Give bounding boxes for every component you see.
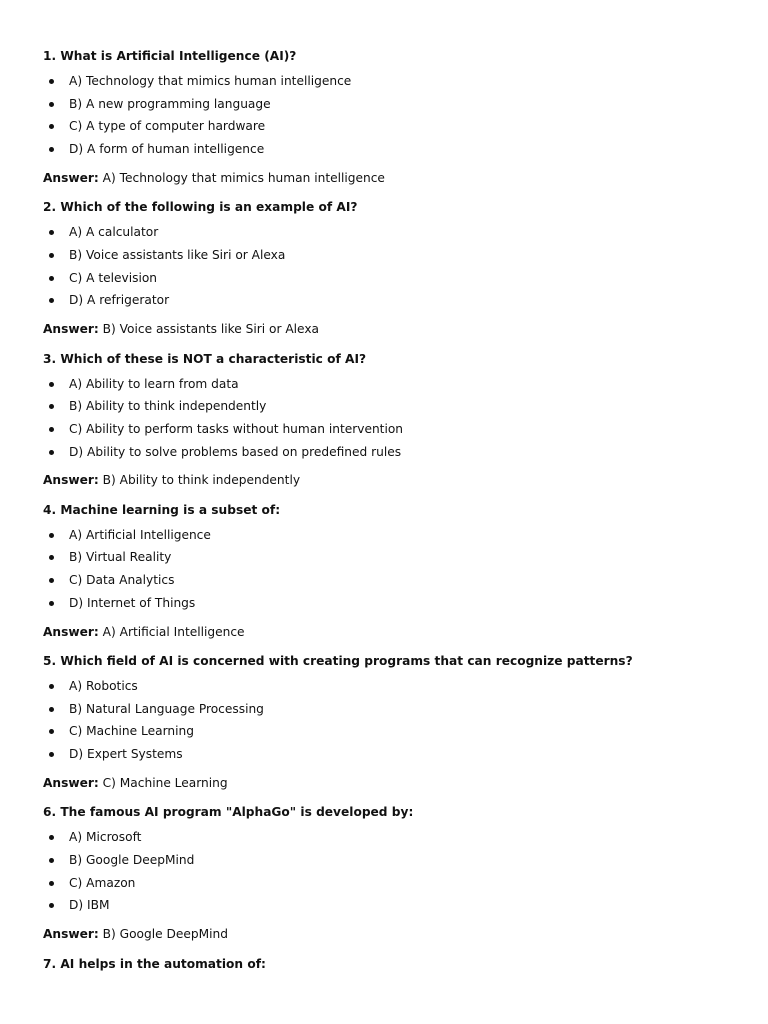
bullet-icon — [49, 533, 54, 538]
bullet-icon — [49, 578, 54, 583]
bullet-icon — [49, 903, 54, 908]
answer-label: Answer: — [43, 624, 99, 639]
option-text: A) A calculator — [69, 225, 159, 240]
list-item — [43, 849, 743, 872]
answer-label: Answer: — [43, 927, 99, 941]
option-text: A) Ability to learn from data — [69, 376, 239, 391]
option-text: D) IBM — [69, 898, 110, 913]
option-text: C) Ability to perform tasks without human intervention — [69, 421, 404, 436]
bullet-icon — [49, 835, 54, 840]
option-text: B) Google DeepMind — [69, 852, 195, 867]
list-item — [43, 441, 743, 464]
list-item — [43, 872, 743, 895]
option-list — [43, 373, 743, 464]
option-list — [43, 524, 743, 615]
bullet-icon — [49, 555, 54, 560]
question-6 — [43, 803, 743, 944]
option-text: A) Artificial Intelligence — [69, 527, 211, 542]
option-text: D) Ability to solve problems based on predefined rules — [69, 444, 402, 459]
option-text: B) Natural Language Processing — [69, 701, 264, 716]
option-text: C) Amazon — [69, 875, 136, 890]
question-3 — [43, 350, 743, 491]
bullet-icon — [49, 881, 54, 886]
answer-line — [43, 623, 743, 642]
list-item — [43, 826, 743, 849]
question-title: 3. Which of these is NOT a characteristic of AI? — [43, 351, 367, 366]
option-text: A) Microsoft — [69, 830, 142, 845]
list-item — [43, 221, 743, 244]
question-title: 2. Which of the following is an example of AI? — [43, 200, 358, 215]
question-7 — [43, 955, 743, 974]
bullet-icon — [49, 427, 54, 432]
answer-text: B) Ability to think independently — [102, 473, 301, 488]
option-text: B) Ability to think independently — [69, 399, 267, 414]
question-title: 5. Which field of AI is concerned with creating programs that can recognize patterns? — [43, 654, 633, 668]
answer-label: Answer: — [43, 170, 99, 185]
option-text: D) A form of human intelligence — [69, 142, 265, 157]
option-list — [43, 221, 743, 312]
option-text: C) Data Analytics — [69, 573, 175, 588]
bullet-icon — [49, 729, 54, 734]
list-item — [43, 244, 743, 267]
answer-line — [43, 320, 743, 339]
list-item — [43, 592, 743, 615]
option-text: D) A refrigerator — [69, 293, 170, 308]
list-item — [43, 418, 743, 441]
bullet-icon — [49, 601, 54, 606]
answer-line — [43, 169, 743, 188]
answer-line — [43, 925, 743, 944]
bullet-icon — [49, 450, 54, 455]
option-text: A) Technology that mimics human intelligence — [69, 74, 352, 88]
list-item — [43, 267, 743, 290]
answer-line — [43, 774, 743, 793]
bullet-icon — [49, 276, 54, 281]
option-text: D) Internet of Things — [69, 595, 196, 610]
question-4 — [43, 501, 743, 642]
question-title: 7. AI helps in the automation of: — [43, 956, 266, 971]
bullet-icon — [49, 253, 54, 258]
question-title: 1. What is Artificial Intelligence (AI)? — [43, 49, 297, 63]
list-item — [43, 698, 743, 721]
bullet-icon — [49, 124, 54, 129]
quiz-document — [43, 47, 743, 984]
option-text: B) Voice assistants like Siri or Alexa — [69, 247, 286, 262]
option-text: B) Virtual Reality — [69, 550, 172, 565]
question-5 — [43, 652, 743, 793]
list-item — [43, 524, 743, 547]
list-item — [43, 93, 743, 116]
bullet-icon — [49, 684, 54, 689]
answer-label: Answer: — [43, 775, 99, 790]
option-text: C) A type of computer hardware — [69, 119, 266, 134]
answer-line — [43, 471, 743, 490]
bullet-icon — [49, 858, 54, 863]
bullet-icon — [49, 230, 54, 235]
bullet-icon — [49, 752, 54, 757]
list-item — [43, 675, 743, 698]
option-list — [43, 826, 743, 917]
bullet-icon — [49, 147, 54, 152]
bullet-icon — [49, 102, 54, 107]
bullet-icon — [49, 404, 54, 409]
list-item — [43, 894, 743, 917]
answer-text: A) Artificial Intelligence — [102, 624, 245, 639]
list-item — [43, 395, 743, 418]
answer-label: Answer: — [43, 473, 99, 488]
list-item — [43, 70, 743, 93]
option-text: A) Robotics — [69, 679, 138, 693]
bullet-icon — [49, 382, 54, 387]
question-title: 6. The famous AI program "AlphaGo" is developed by: — [43, 805, 414, 820]
answer-text: A) Technology that mimics human intelligence — [102, 170, 385, 185]
question-title: 4. Machine learning is a subset of: — [43, 502, 281, 517]
question-2 — [43, 198, 743, 339]
bullet-icon — [49, 298, 54, 303]
answer-text: B) Voice assistants like Siri or Alexa — [102, 322, 320, 336]
option-text: B) A new programming language — [69, 96, 271, 111]
list-item — [43, 289, 743, 312]
list-item — [43, 743, 743, 766]
list-item — [43, 373, 743, 396]
answer-text: B) Google DeepMind — [102, 927, 228, 941]
bullet-icon — [49, 707, 54, 712]
list-item — [43, 569, 743, 592]
list-item — [43, 720, 743, 743]
answer-label: Answer: — [43, 322, 99, 336]
list-item — [43, 546, 743, 569]
list-item — [43, 115, 743, 138]
option-text: C) A television — [69, 270, 158, 285]
bullet-icon — [49, 79, 54, 84]
option-list — [43, 70, 743, 161]
option-text: D) Expert Systems — [69, 747, 183, 762]
answer-text: C) Machine Learning — [102, 775, 228, 790]
option-text: C) Machine Learning — [69, 724, 194, 739]
question-1 — [43, 47, 743, 188]
list-item — [43, 138, 743, 161]
option-list — [43, 675, 743, 766]
